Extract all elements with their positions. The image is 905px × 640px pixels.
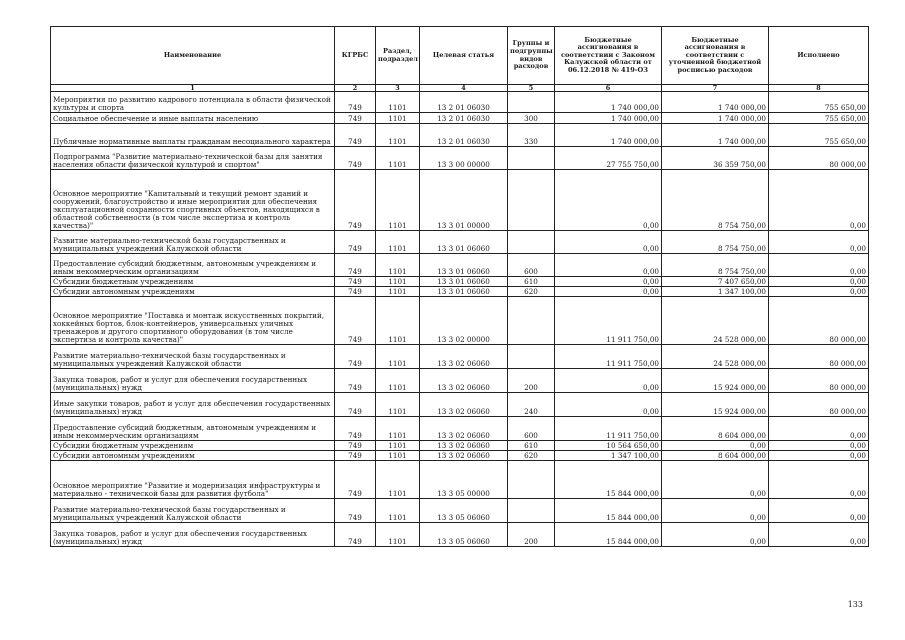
row-group: 300 xyxy=(508,113,555,124)
row-section: 1101 xyxy=(376,417,420,441)
row-kgrbs: 749 xyxy=(335,124,376,147)
row-kgrbs: 749 xyxy=(335,441,376,451)
row-section: 1101 xyxy=(376,499,420,523)
row-section: 1101 xyxy=(376,254,420,277)
row-refined: 8 754 750,00 xyxy=(662,254,769,277)
row-target: 13 3 01 06060 xyxy=(420,254,508,277)
header-assign-law: Бюджетные ассигнования в соответствии с Законом Калужской области от 06.12.2018 № 419-ОЗ xyxy=(555,27,662,85)
budget-sheet xyxy=(50,26,868,547)
row-refined: 8 754 750,00 xyxy=(662,231,769,254)
table-row xyxy=(51,124,869,147)
row-name: Предоставление субсидий бюджетным, автономным учреждениям и иным некоммерческим организациям xyxy=(51,417,335,441)
row-target: 13 3 02 06060 xyxy=(420,441,508,451)
row-section: 1101 xyxy=(376,124,420,147)
row-group: 620 xyxy=(508,451,555,461)
row-executed: 80 000,00 xyxy=(769,369,869,393)
header-section: Раздел, подраздел xyxy=(376,27,420,85)
row-group: 620 xyxy=(508,287,555,297)
row-target: 13 3 00 00000 xyxy=(420,147,508,170)
row-section: 1101 xyxy=(376,277,420,287)
table-row xyxy=(51,441,869,451)
row-name: Мероприятия по развитию кадрового потенциала в области физической культуры и спорта xyxy=(51,92,335,113)
row-refined: 8 604 000,00 xyxy=(662,417,769,441)
row-target: 13 2 01 06030 xyxy=(420,124,508,147)
row-group: 240 xyxy=(508,393,555,417)
row-kgrbs: 749 xyxy=(335,451,376,461)
row-law: 0,00 xyxy=(555,287,662,297)
row-name: Публичные нормативные выплаты гражданам несоциального характера xyxy=(51,124,335,147)
row-law: 15 844 000,00 xyxy=(555,461,662,499)
row-executed: 0,00 xyxy=(769,461,869,499)
row-section: 1101 xyxy=(376,451,420,461)
row-name: Субсидии автономным учреждениям xyxy=(51,451,335,461)
row-law: 15 844 000,00 xyxy=(555,523,662,547)
table-row xyxy=(51,287,869,297)
row-law: 0,00 xyxy=(555,277,662,287)
table-row xyxy=(51,297,869,345)
row-law: 0,00 xyxy=(555,369,662,393)
row-section: 1101 xyxy=(376,461,420,499)
row-name: Предоставление субсидий бюджетным, автономным учреждениям и иным некоммерческим организациям xyxy=(51,254,335,277)
row-executed: 755 650,00 xyxy=(769,113,869,124)
row-name: Закупка товаров, работ и услуг для обеспечения государственных (муниципальных) нужд xyxy=(51,523,335,547)
row-kgrbs: 749 xyxy=(335,147,376,170)
table-row xyxy=(51,147,869,170)
row-name: Иные закупки товаров, работ и услуг для обеспечения государственных (муниципальных) нужд xyxy=(51,393,335,417)
row-law: 11 911 750,00 xyxy=(555,345,662,369)
row-law: 1 740 000,00 xyxy=(555,92,662,113)
row-target: 13 2 01 06030 xyxy=(420,92,508,113)
row-executed: 80 000,00 xyxy=(769,147,869,170)
table-row xyxy=(51,499,869,523)
row-group xyxy=(508,231,555,254)
row-refined: 0,00 xyxy=(662,441,769,451)
header-executed: Исполнено xyxy=(769,27,869,85)
row-refined: 7 407 650,00 xyxy=(662,277,769,287)
row-section: 1101 xyxy=(376,231,420,254)
row-name: Основное мероприятие "Капитальный и текущий ремонт зданий и сооружений, благоустройство и иные мероприятия для обеспечения эксплуатационной сохранности спортивных объектов, находящихся в областной собственности (в том числе экспертиза и контроль качества)" xyxy=(51,170,335,231)
row-group xyxy=(508,147,555,170)
row-section: 1101 xyxy=(376,441,420,451)
row-target: 13 3 01 06060 xyxy=(420,231,508,254)
row-kgrbs: 749 xyxy=(335,297,376,345)
row-section: 1101 xyxy=(376,113,420,124)
row-target: 13 3 02 06060 xyxy=(420,369,508,393)
row-refined: 36 359 750,00 xyxy=(662,147,769,170)
table-row xyxy=(51,254,869,277)
row-kgrbs: 749 xyxy=(335,277,376,287)
row-refined: 0,00 xyxy=(662,523,769,547)
column-number: 8 xyxy=(769,85,869,92)
row-kgrbs: 749 xyxy=(335,231,376,254)
row-target: 13 3 01 06060 xyxy=(420,287,508,297)
row-group: 200 xyxy=(508,523,555,547)
row-target: 13 3 05 06060 xyxy=(420,499,508,523)
row-group: 610 xyxy=(508,441,555,451)
row-executed: 0,00 xyxy=(769,441,869,451)
row-target: 13 3 02 00000 xyxy=(420,297,508,345)
row-target: 13 3 02 06060 xyxy=(420,417,508,441)
table-row xyxy=(51,451,869,461)
row-law: 1 347 100,00 xyxy=(555,451,662,461)
row-group: 600 xyxy=(508,417,555,441)
row-target: 13 2 01 06030 xyxy=(420,113,508,124)
row-law: 15 844 000,00 xyxy=(555,499,662,523)
column-number: 4 xyxy=(420,85,508,92)
row-kgrbs: 749 xyxy=(335,369,376,393)
row-target: 13 3 02 06060 xyxy=(420,345,508,369)
column-number: 7 xyxy=(662,85,769,92)
row-name: Развитие материально-технической базы государственных и муниципальных учреждений Калужской области xyxy=(51,499,335,523)
column-number: 5 xyxy=(508,85,555,92)
row-executed: 0,00 xyxy=(769,451,869,461)
row-section: 1101 xyxy=(376,297,420,345)
row-law: 0,00 xyxy=(555,254,662,277)
row-section: 1101 xyxy=(376,170,420,231)
row-group xyxy=(508,345,555,369)
row-law: 27 755 750,00 xyxy=(555,147,662,170)
row-name: Развитие материально-технической базы государственных и муниципальных учреждений Калужской области xyxy=(51,345,335,369)
column-number: 3 xyxy=(376,85,420,92)
table-row xyxy=(51,170,869,231)
row-executed: 755 650,00 xyxy=(769,124,869,147)
row-kgrbs: 749 xyxy=(335,461,376,499)
column-number: 6 xyxy=(555,85,662,92)
row-group xyxy=(508,297,555,345)
header-target: Целевая статья xyxy=(420,27,508,85)
row-executed: 0,00 xyxy=(769,417,869,441)
table-row xyxy=(51,393,869,417)
row-section: 1101 xyxy=(376,147,420,170)
header-groups: Группы и подгруппы видов расходов xyxy=(508,27,555,85)
row-executed: 0,00 xyxy=(769,277,869,287)
row-executed: 0,00 xyxy=(769,499,869,523)
row-name: Субсидии бюджетным учреждениям xyxy=(51,441,335,451)
row-name: Субсидии автономным учреждениям xyxy=(51,287,335,297)
row-law: 11 911 750,00 xyxy=(555,417,662,441)
row-section: 1101 xyxy=(376,345,420,369)
row-name: Субсидии бюджетным учреждениям xyxy=(51,277,335,287)
row-refined: 1 740 000,00 xyxy=(662,113,769,124)
row-kgrbs: 749 xyxy=(335,393,376,417)
column-number-row xyxy=(51,85,869,92)
row-refined: 1 347 100,00 xyxy=(662,287,769,297)
row-group: 200 xyxy=(508,369,555,393)
row-executed: 0,00 xyxy=(769,523,869,547)
row-target: 13 3 01 00000 xyxy=(420,170,508,231)
header-assign-refined: Бюджетные ассигнования в соответствии с уточненной бюджетной росписью расходов xyxy=(662,27,769,85)
row-refined: 1 740 000,00 xyxy=(662,124,769,147)
row-refined: 24 528 000,00 xyxy=(662,345,769,369)
row-target: 13 3 01 06060 xyxy=(420,277,508,287)
header-name: Наименование xyxy=(51,27,335,85)
budget-table xyxy=(50,26,869,547)
row-executed: 80 000,00 xyxy=(769,297,869,345)
row-kgrbs: 749 xyxy=(335,417,376,441)
row-group xyxy=(508,461,555,499)
row-kgrbs: 749 xyxy=(335,113,376,124)
row-group: 600 xyxy=(508,254,555,277)
row-name: Основное мероприятие "Развитие и модернизация инфраструктуры и материально - технической базы для развития футбола" xyxy=(51,461,335,499)
row-executed: 755 650,00 xyxy=(769,92,869,113)
row-refined: 0,00 xyxy=(662,461,769,499)
row-executed: 0,00 xyxy=(769,254,869,277)
row-law: 11 911 750,00 xyxy=(555,297,662,345)
row-target: 13 3 02 06060 xyxy=(420,393,508,417)
row-executed: 0,00 xyxy=(769,231,869,254)
row-group: 610 xyxy=(508,277,555,287)
row-section: 1101 xyxy=(376,369,420,393)
row-kgrbs: 749 xyxy=(335,345,376,369)
column-number: 2 xyxy=(335,85,376,92)
row-group xyxy=(508,170,555,231)
row-kgrbs: 749 xyxy=(335,92,376,113)
row-law: 1 740 000,00 xyxy=(555,124,662,147)
row-name: Развитие материально-технической базы государственных и муниципальных учреждений Калужской области xyxy=(51,231,335,254)
row-section: 1101 xyxy=(376,92,420,113)
row-executed: 0,00 xyxy=(769,170,869,231)
row-target: 13 3 05 06060 xyxy=(420,523,508,547)
row-refined: 24 528 000,00 xyxy=(662,297,769,345)
table-row xyxy=(51,369,869,393)
header-row xyxy=(51,27,869,85)
row-law: 1 740 000,00 xyxy=(555,113,662,124)
row-name: Социальное обеспечение и иные выплаты населению xyxy=(51,113,335,124)
row-kgrbs: 749 xyxy=(335,287,376,297)
table-row xyxy=(51,417,869,441)
row-refined: 15 924 000,00 xyxy=(662,369,769,393)
row-group: 330 xyxy=(508,124,555,147)
table-row xyxy=(51,277,869,287)
row-section: 1101 xyxy=(376,287,420,297)
table-row xyxy=(51,92,869,113)
table-row xyxy=(51,523,869,547)
table-row xyxy=(51,345,869,369)
row-law: 0,00 xyxy=(555,393,662,417)
row-group xyxy=(508,92,555,113)
row-refined: 1 740 000,00 xyxy=(662,92,769,113)
row-group xyxy=(508,499,555,523)
row-section: 1101 xyxy=(376,393,420,417)
row-law: 0,00 xyxy=(555,170,662,231)
column-number: 1 xyxy=(51,85,335,92)
row-refined: 8 754 750,00 xyxy=(662,170,769,231)
row-executed: 80 000,00 xyxy=(769,345,869,369)
row-name: Основное мероприятие "Поставка и монтаж искусственных покрытий, хоккейных бортов, блок-контейнеров, универсальных уличных тренажеров и другого спортивного оборудования (в том числе экспертиза и контроль качества)" xyxy=(51,297,335,345)
row-refined: 8 604 000,00 xyxy=(662,451,769,461)
header-kgrbs: КГРБС xyxy=(335,27,376,85)
row-executed: 0,00 xyxy=(769,287,869,297)
row-kgrbs: 749 xyxy=(335,523,376,547)
table-row xyxy=(51,231,869,254)
row-kgrbs: 749 xyxy=(335,170,376,231)
table-row xyxy=(51,113,869,124)
row-executed: 80 000,00 xyxy=(769,393,869,417)
row-kgrbs: 749 xyxy=(335,254,376,277)
row-target: 13 3 02 06060 xyxy=(420,451,508,461)
row-name: Закупка товаров, работ и услуг для обеспечения государственных (муниципальных) нужд xyxy=(51,369,335,393)
row-name: Подпрограмма "Развитие материально-технической базы для занятия населения области физической культурой и спортом" xyxy=(51,147,335,170)
row-law: 10 564 650,00 xyxy=(555,441,662,451)
row-kgrbs: 749 xyxy=(335,499,376,523)
row-law: 0,00 xyxy=(555,231,662,254)
row-section: 1101 xyxy=(376,523,420,547)
page-number: 133 xyxy=(847,600,863,609)
row-refined: 0,00 xyxy=(662,499,769,523)
row-target: 13 3 05 00000 xyxy=(420,461,508,499)
row-refined: 15 924 000,00 xyxy=(662,393,769,417)
table-row xyxy=(51,461,869,499)
